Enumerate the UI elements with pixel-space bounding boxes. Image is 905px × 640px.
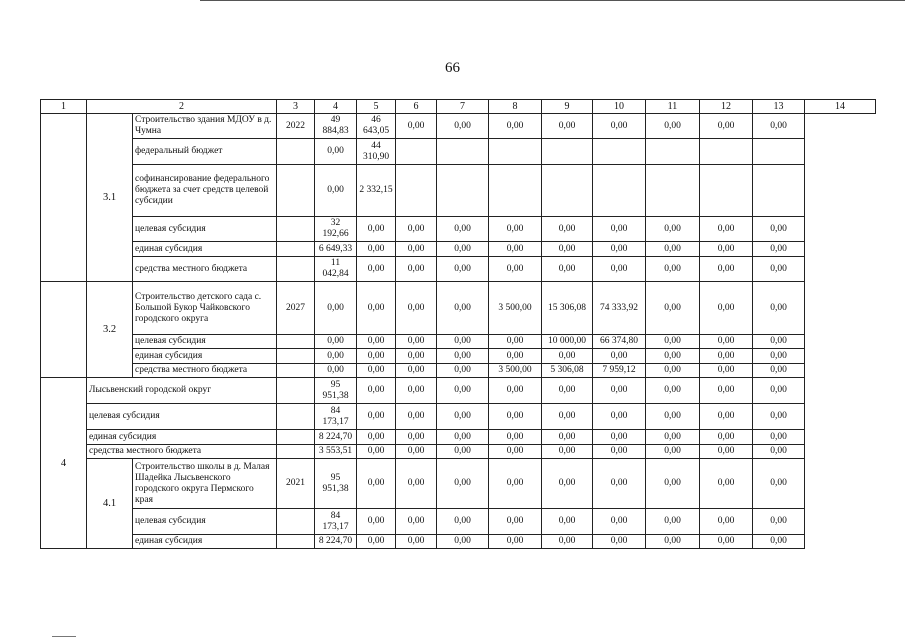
table-row <box>41 217 876 242</box>
header-cell: 12 <box>700 100 753 114</box>
table-row <box>41 445 876 459</box>
value-cell: 0,00 <box>593 445 646 459</box>
value-cell: 0,00 <box>542 114 593 139</box>
value-cell: 0,00 <box>489 445 542 459</box>
year-cell <box>277 378 315 404</box>
value-cell: 0,00 <box>437 378 489 404</box>
value-cell: 11 042,84 <box>315 257 357 282</box>
section-number-cell <box>41 282 87 378</box>
value-cell: 0,00 <box>646 430 700 445</box>
header-cell: 8 <box>489 100 542 114</box>
value-cell: 8 224,70 <box>315 430 357 445</box>
value-cell: 0,00 <box>489 535 542 549</box>
empty-cell <box>489 139 542 165</box>
value-cell: 3 553,51 <box>315 445 357 459</box>
year-cell <box>277 217 315 242</box>
year-cell <box>277 257 315 282</box>
value-cell: 0,00 <box>357 282 396 335</box>
value-cell: 8 224,70 <box>315 535 357 549</box>
value-cell: 0,00 <box>357 335 396 349</box>
budget-table <box>40 99 876 549</box>
value-cell: 0,00 <box>396 114 437 139</box>
value-cell: 0,00 <box>357 445 396 459</box>
value-cell: 0,00 <box>593 509 646 535</box>
value-cell: 0,00 <box>315 364 357 378</box>
value-cell: 0,00 <box>396 364 437 378</box>
table-row <box>41 378 876 404</box>
value-cell: 0,00 <box>437 114 489 139</box>
value-cell: 0,00 <box>753 445 805 459</box>
value-cell: 0,00 <box>700 364 753 378</box>
value-cell: 0,00 <box>437 404 489 430</box>
table-row <box>41 165 876 217</box>
value-cell: 0,00 <box>489 349 542 364</box>
empty-cell <box>437 139 489 165</box>
row-label: Строительство детского сада с. Большой Букор Чайковского городского округа <box>133 282 277 335</box>
value-cell: 0,00 <box>396 445 437 459</box>
value-cell: 0,00 <box>396 242 437 257</box>
table-row <box>41 404 876 430</box>
table-row <box>41 364 876 378</box>
year-cell <box>277 335 315 349</box>
header-cell: 2 <box>87 100 277 114</box>
header-cell: 1 <box>41 100 87 114</box>
value-cell: 0,00 <box>437 509 489 535</box>
row-label: единая субсидия <box>133 349 277 364</box>
value-cell: 0,00 <box>357 459 396 509</box>
value-cell: 0,00 <box>542 430 593 445</box>
value-cell: 0,00 <box>396 459 437 509</box>
value-cell: 0,00 <box>542 349 593 364</box>
table-row <box>41 535 876 549</box>
value-cell: 32 192,66 <box>315 217 357 242</box>
value-cell: 0,00 <box>437 217 489 242</box>
value-cell: 0,00 <box>753 404 805 430</box>
value-cell: 0,00 <box>593 217 646 242</box>
year-cell <box>277 535 315 549</box>
page-number: 66 <box>445 60 460 76</box>
header-cell: 11 <box>646 100 700 114</box>
header-cell: 3 <box>277 100 315 114</box>
header-cell: 10 <box>593 100 646 114</box>
value-cell: 0,00 <box>753 459 805 509</box>
bottom-mark <box>52 636 76 637</box>
empty-cell <box>437 165 489 217</box>
value-cell: 66 374,80 <box>593 335 646 349</box>
empty-cell <box>489 165 542 217</box>
value-cell: 0,00 <box>542 242 593 257</box>
empty-cell <box>646 139 700 165</box>
value-cell: 46 643,05 <box>357 114 396 139</box>
section-number-cell <box>41 114 87 282</box>
value-cell: 0,00 <box>753 114 805 139</box>
value-cell: 0,00 <box>753 364 805 378</box>
row-label: федеральный бюджет <box>133 139 277 165</box>
value-cell: 0,00 <box>593 242 646 257</box>
value-cell: 3 500,00 <box>489 364 542 378</box>
value-cell: 0,00 <box>646 217 700 242</box>
table-row <box>41 257 876 282</box>
value-cell: 6 649,33 <box>315 242 357 257</box>
value-cell: 0,00 <box>646 242 700 257</box>
value-cell: 0,00 <box>437 445 489 459</box>
value-cell: 0,00 <box>700 242 753 257</box>
empty-cell <box>753 139 805 165</box>
value-cell: 0,00 <box>646 404 700 430</box>
value-cell: 0,00 <box>489 430 542 445</box>
empty-cell <box>542 139 593 165</box>
value-cell: 0,00 <box>593 378 646 404</box>
row-label: единая субсидия <box>87 430 277 445</box>
value-cell: 0,00 <box>700 282 753 335</box>
value-cell: 0,00 <box>753 509 805 535</box>
value-cell: 0,00 <box>396 430 437 445</box>
value-cell: 0,00 <box>753 535 805 549</box>
value-cell: 0,00 <box>646 459 700 509</box>
row-label: Лысьвенский городской округ <box>87 378 277 404</box>
value-cell: 0,00 <box>753 335 805 349</box>
year-cell <box>277 445 315 459</box>
subsection-number: 3.1 <box>87 114 133 282</box>
header-cell: 4 <box>315 100 357 114</box>
year-cell <box>277 139 315 165</box>
value-cell: 0,00 <box>315 139 357 165</box>
row-label: целевая субсидия <box>133 335 277 349</box>
value-cell: 0,00 <box>700 335 753 349</box>
value-cell: 0,00 <box>753 430 805 445</box>
value-cell: 0,00 <box>357 257 396 282</box>
value-cell: 0,00 <box>437 459 489 509</box>
value-cell: 0,00 <box>700 445 753 459</box>
table-row <box>41 282 876 335</box>
value-cell: 0,00 <box>396 378 437 404</box>
value-cell: 0,00 <box>357 535 396 549</box>
value-cell: 0,00 <box>593 459 646 509</box>
value-cell: 0,00 <box>315 165 357 217</box>
value-cell: 0,00 <box>753 257 805 282</box>
value-cell: 0,00 <box>753 349 805 364</box>
year-cell <box>277 364 315 378</box>
value-cell: 0,00 <box>646 257 700 282</box>
value-cell: 0,00 <box>542 509 593 535</box>
value-cell: 0,00 <box>489 114 542 139</box>
value-cell: 0,00 <box>437 282 489 335</box>
value-cell: 0,00 <box>753 378 805 404</box>
value-cell: 0,00 <box>357 364 396 378</box>
value-cell: 0,00 <box>753 282 805 335</box>
value-cell: 0,00 <box>646 335 700 349</box>
value-cell: 0,00 <box>646 114 700 139</box>
header-cell: 13 <box>753 100 805 114</box>
value-cell: 5 306,08 <box>542 364 593 378</box>
value-cell: 0,00 <box>593 349 646 364</box>
year-cell: 2027 <box>277 282 315 335</box>
value-cell: 7 959,12 <box>593 364 646 378</box>
value-cell: 3 500,00 <box>489 282 542 335</box>
value-cell: 0,00 <box>357 404 396 430</box>
value-cell: 0,00 <box>489 217 542 242</box>
header-row <box>41 100 876 114</box>
value-cell: 0,00 <box>357 242 396 257</box>
row-label: единая субсидия <box>133 242 277 257</box>
empty-cell <box>753 165 805 217</box>
value-cell: 0,00 <box>646 282 700 335</box>
empty-cell <box>593 165 646 217</box>
value-cell: 0,00 <box>593 535 646 549</box>
table-row <box>41 242 876 257</box>
year-cell <box>277 242 315 257</box>
value-cell: 0,00 <box>489 459 542 509</box>
empty-cell <box>700 165 753 217</box>
value-cell: 0,00 <box>489 378 542 404</box>
value-cell: 0,00 <box>646 509 700 535</box>
value-cell: 0,00 <box>437 364 489 378</box>
value-cell: 0,00 <box>753 217 805 242</box>
value-cell: 84 173,17 <box>315 509 357 535</box>
value-cell: 0,00 <box>700 257 753 282</box>
row-label: Строительство здания МДОУ в д. Чумна <box>133 114 277 139</box>
value-cell: 0,00 <box>542 378 593 404</box>
value-cell: 0,00 <box>437 430 489 445</box>
table-row <box>41 114 876 139</box>
value-cell: 0,00 <box>646 445 700 459</box>
value-cell: 0,00 <box>357 349 396 364</box>
year-cell <box>277 404 315 430</box>
header-cell: 9 <box>542 100 593 114</box>
value-cell: 10 000,00 <box>542 335 593 349</box>
row-label: средства местного бюджета <box>133 257 277 282</box>
year-cell <box>277 349 315 364</box>
value-cell: 0,00 <box>315 335 357 349</box>
value-cell: 0,00 <box>489 242 542 257</box>
value-cell: 0,00 <box>700 430 753 445</box>
value-cell: 0,00 <box>542 404 593 430</box>
value-cell: 0,00 <box>593 114 646 139</box>
empty-cell <box>646 165 700 217</box>
value-cell: 2 332,15 <box>357 165 396 217</box>
value-cell: 49 884,83 <box>315 114 357 139</box>
value-cell: 0,00 <box>700 378 753 404</box>
value-cell: 0,00 <box>700 459 753 509</box>
value-cell: 0,00 <box>646 364 700 378</box>
table-row <box>41 335 876 349</box>
value-cell: 0,00 <box>396 509 437 535</box>
value-cell: 0,00 <box>542 217 593 242</box>
table-row <box>41 139 876 165</box>
value-cell: 0,00 <box>489 509 542 535</box>
value-cell: 0,00 <box>700 404 753 430</box>
value-cell: 0,00 <box>437 349 489 364</box>
table-row <box>41 459 876 509</box>
value-cell: 0,00 <box>437 257 489 282</box>
value-cell: 0,00 <box>396 404 437 430</box>
row-label: средства местного бюджета <box>87 445 277 459</box>
value-cell: 0,00 <box>700 114 753 139</box>
value-cell: 0,00 <box>542 445 593 459</box>
empty-cell <box>396 139 437 165</box>
value-cell: 0,00 <box>315 282 357 335</box>
value-cell: 0,00 <box>646 378 700 404</box>
table-row <box>41 349 876 364</box>
empty-cell <box>593 139 646 165</box>
row-label: целевая субсидия <box>87 404 277 430</box>
value-cell: 0,00 <box>396 257 437 282</box>
value-cell: 0,00 <box>700 509 753 535</box>
row-label: Строительство школы в д. Малая Шадейка Лысьвенского городского округа Пермского края <box>133 459 277 509</box>
value-cell: 0,00 <box>437 535 489 549</box>
value-cell: 0,00 <box>357 378 396 404</box>
value-cell: 0,00 <box>542 459 593 509</box>
header-cell: 5 <box>357 100 396 114</box>
value-cell: 0,00 <box>357 217 396 242</box>
value-cell: 0,00 <box>489 404 542 430</box>
empty-cell <box>396 165 437 217</box>
value-cell: 0,00 <box>489 257 542 282</box>
value-cell: 0,00 <box>593 430 646 445</box>
value-cell: 95 951,38 <box>315 459 357 509</box>
value-cell: 0,00 <box>593 257 646 282</box>
value-cell: 0,00 <box>542 257 593 282</box>
empty-cell <box>542 165 593 217</box>
value-cell: 74 333,92 <box>593 282 646 335</box>
subsection-number: 3.2 <box>87 282 133 378</box>
row-label: целевая субсидия <box>133 217 277 242</box>
header-cell: 14 <box>805 100 876 114</box>
value-cell: 0,00 <box>700 349 753 364</box>
value-cell: 95 951,38 <box>315 378 357 404</box>
value-cell: 0,00 <box>437 335 489 349</box>
value-cell: 0,00 <box>753 242 805 257</box>
subsection-number: 4.1 <box>87 459 133 549</box>
header-cell: 7 <box>437 100 489 114</box>
value-cell: 0,00 <box>396 349 437 364</box>
section-number: 4 <box>41 378 87 549</box>
value-cell: 0,00 <box>315 349 357 364</box>
row-label: целевая субсидия <box>133 509 277 535</box>
value-cell: 0,00 <box>396 535 437 549</box>
empty-cell <box>700 139 753 165</box>
value-cell: 0,00 <box>437 242 489 257</box>
year-cell <box>277 509 315 535</box>
table-row <box>41 430 876 445</box>
year-cell: 2022 <box>277 114 315 139</box>
value-cell: 0,00 <box>489 335 542 349</box>
value-cell: 0,00 <box>646 349 700 364</box>
header-cell: 6 <box>396 100 437 114</box>
value-cell: 15 306,08 <box>542 282 593 335</box>
year-cell <box>277 165 315 217</box>
value-cell: 0,00 <box>700 217 753 242</box>
value-cell: 0,00 <box>542 535 593 549</box>
top-rule <box>200 0 905 1</box>
row-label: единая субсидия <box>133 535 277 549</box>
value-cell: 0,00 <box>593 404 646 430</box>
year-cell: 2021 <box>277 459 315 509</box>
table-row <box>41 509 876 535</box>
value-cell: 0,00 <box>357 430 396 445</box>
row-label: софинансирование федерального бюджета за счет средств целевой субсидии <box>133 165 277 217</box>
value-cell: 44 310,90 <box>357 139 396 165</box>
year-cell <box>277 430 315 445</box>
row-label: средства местного бюджета <box>133 364 277 378</box>
value-cell: 0,00 <box>396 282 437 335</box>
value-cell: 0,00 <box>646 535 700 549</box>
value-cell: 0,00 <box>357 509 396 535</box>
value-cell: 0,00 <box>700 535 753 549</box>
value-cell: 0,00 <box>396 217 437 242</box>
value-cell: 84 173,17 <box>315 404 357 430</box>
value-cell: 0,00 <box>396 335 437 349</box>
